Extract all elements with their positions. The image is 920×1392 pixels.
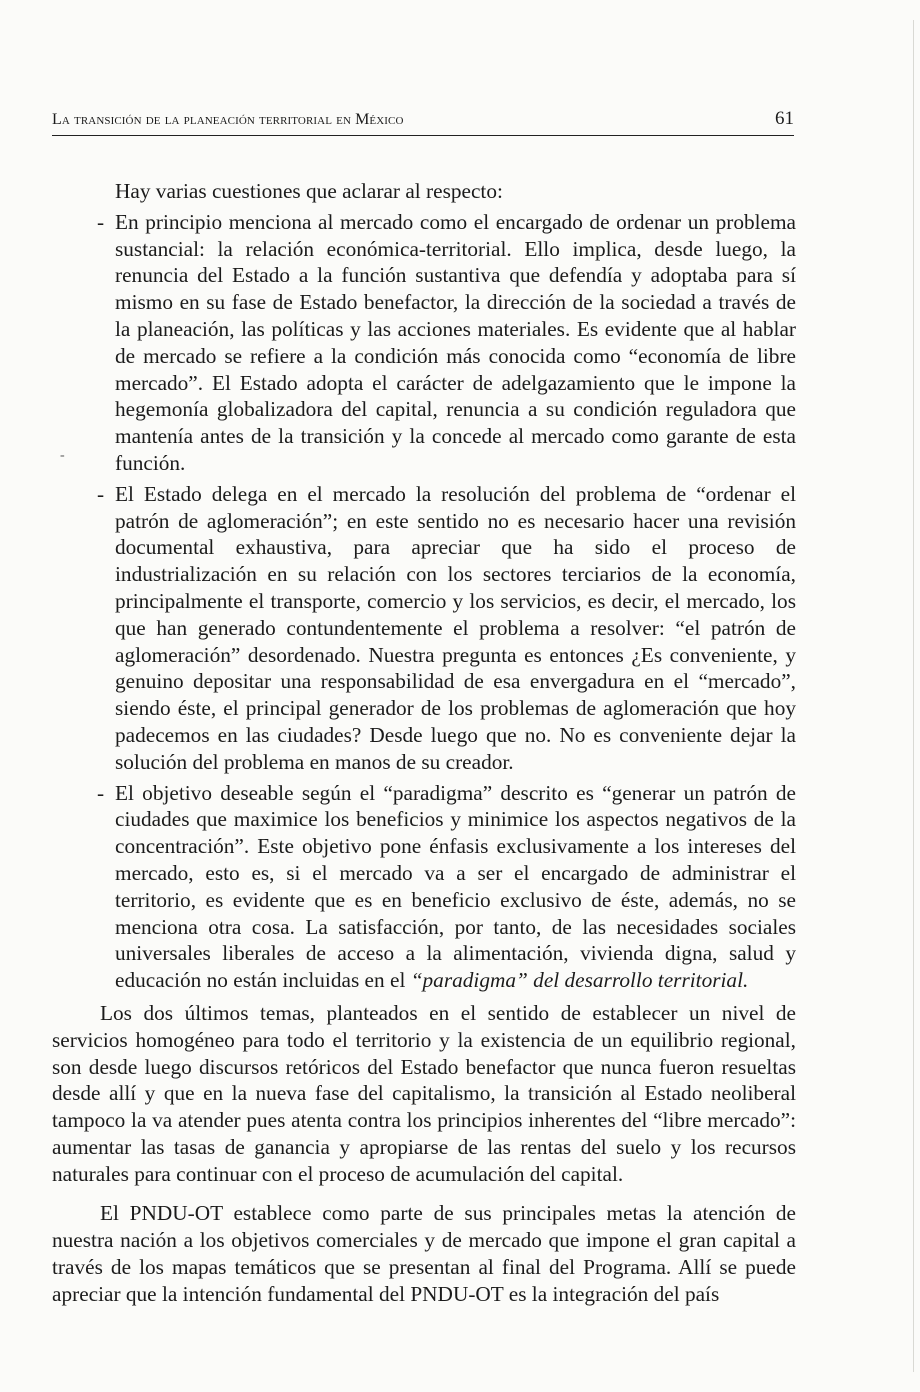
page-edge-line: [913, 20, 914, 1372]
bullet-dash: -: [97, 481, 105, 506]
body-text: [52, 178, 796, 1321]
bullet-dash: -: [97, 780, 105, 805]
intro-line: Hay varias cuestiones que aclarar al respecto:: [115, 179, 503, 203]
paragraph: Los dos últimos temas, planteados en el sentido de establecer un nivel de servicios homogéneo para todo el territorio y la existencia de un equilibrio regional, son desde luego discursos retóricos del Estado benefactor que nunca fueron resueltas desde allí y que en la nueva fase del capitalismo, la transición al Estado neoliberal tampoco la va atender pues atenta contra los principios inherentes del “libre mercado”: aumentar las tasas de ganancia y apropiarse de las rentas del suelo y los recursos naturales para continuar con el proceso de acumulación del capital.: [52, 1000, 796, 1186]
page-number: 61: [775, 108, 794, 129]
bullet-item-3: [52, 780, 796, 994]
bullet-text: El Estado delega en el mercado la resolución del problema de “ordenar el patrón de aglomeración”; en este sentido no es necesario hacer una revisión documental exhaustiva, para apreciar que ha sido el proceso de industrialización en su relación con los sectores terciarios de la economía, principalmente el transporte, comercio y los servicios, es decir, el mercado, los que han generado contundentemente el problema a resolver: “el patrón de aglomeración” desordenado. Nuestra pregunta es entonces ¿Es conveniente, y genuino depositar una responsabilidad de esa envergadura en el “mercado”, siendo éste, el principal generador de los problemas de aglomeración que hoy padecemos en las ciudades? Desde luego que no. No es conveniente dejar la solución del problema en manos de su creador.: [115, 481, 796, 774]
bullet-text: El objetivo deseable según el “paradigma” descrito es “generar un patrón de ciudades que maximice los beneficios y minimice los aspectos negativos de la concentración”. Este objetivo pone énfasis exclusivamente a los intereses del mercado, esto es, si el mercado va a ser el encargado de administrar el territorio, es evidente que es en beneficio exclusivo de éste, además, no se menciona otra cosa. La satisfacción, por tanto, de las necesidades sociales universales liberales de acceso a la alimentación, vivienda digna, salud y educación no están incluidas en el: [115, 780, 796, 993]
bullet-dash: -: [97, 209, 105, 234]
stray-mark: -: [60, 448, 65, 463]
bullet-italic-text: “paradigma” del desarrollo territorial.: [410, 968, 749, 993]
running-header: [52, 108, 794, 136]
paragraph: El PNDU-OT establece como parte de sus principales metas la atención de nuestra nación a los objetivos comerciales y de mercado que impone el gran capital a través de los mapas temáticos que se presentan al final del Programa. Allí se puede apreciar que la intención fundamental del PNDU-OT es la integración del país: [52, 1201, 796, 1306]
bullet-item-2: [52, 481, 796, 776]
bullet-item-1: [52, 209, 796, 477]
bullet-text: En principio menciona al mercado como el encargado de ordenar un problema sustancial: la relación económica-territorial. Ello implica, desde luego, la renuncia del Estado a la función sustantiva que defendía y adoptaba para sí mismo en su fase de Estado benefactor, la dirección de la sociedad a través de la planeación, las políticas y las acciones materiales. Es evidente que al hablar de mercado se refiere a la condición más conocida como “economía de libre mercado”. El Estado adopta el carácter de adelgazamiento que le impone la hegemonía globalizadora del capital, renuncia a su condición reguladora que mantenía antes de la transición y la concede al mercado como garante de esta función.: [115, 209, 796, 475]
running-header-title: La transición de la planeación territorial en México: [52, 111, 404, 128]
